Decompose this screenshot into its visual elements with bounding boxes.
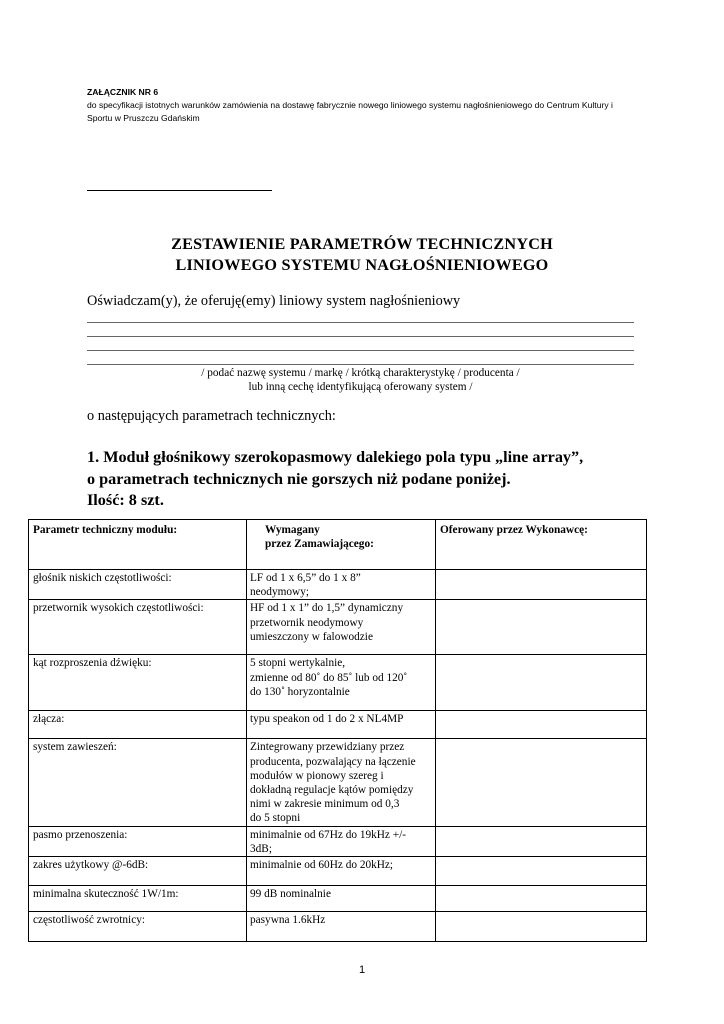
- required-line: 5 stopni wertykalnie,: [250, 657, 346, 670]
- table-row: [29, 826, 647, 856]
- offered-value-cell[interactable]: [436, 600, 647, 655]
- required-line: HF od 1 x 1” do 1,5” dynamiczny: [250, 602, 404, 615]
- offered-value-cell[interactable]: [436, 739, 647, 826]
- param-name: minimalna skuteczność 1W/1m:: [29, 886, 247, 912]
- param-name: głośnik niskich częstotliwości:: [29, 570, 247, 600]
- required-line: dokładną regulacje kątów pomiędzy: [250, 784, 414, 797]
- header-required-line2: przez Zamawiającego:: [265, 538, 374, 551]
- instruction-line2: lub inną cechę identyfikującą oferowany system /: [248, 381, 473, 393]
- required-line: producenta, pozwalający na łączenie: [250, 755, 416, 768]
- required-line: 3dB;: [250, 842, 272, 855]
- fill-in-line: [87, 336, 634, 337]
- required-value: [247, 600, 436, 655]
- table-row: [29, 739, 647, 826]
- header-required-line1: Wymagany: [265, 524, 320, 536]
- fill-in-line: [87, 364, 634, 365]
- param-name: pasmo przenoszenia:: [29, 826, 247, 856]
- required-line: neodymowy;: [250, 586, 309, 599]
- param-name: częstotliwość zwrotnicy:: [29, 912, 247, 942]
- table-row: [29, 655, 647, 711]
- offered-value-cell[interactable]: [436, 655, 647, 711]
- fill-in-line: [87, 322, 634, 323]
- required-line: modułów w pionowy szereg i: [250, 769, 384, 782]
- document-title: [87, 234, 637, 276]
- required-value: [247, 655, 436, 711]
- title-line1: ZESTAWIENIE PARAMETRÓW TECHNICZNYCH: [171, 235, 553, 253]
- attachment-description-line1: do specyfikacji istotnych warunków zamówienia na dostawę fabrycznie nowego liniowego systemu nagłośnieniowego do Centrum Kultury i: [87, 100, 613, 110]
- section-line2: o parametrach technicznych nie gorszych niż podane poniżej.: [87, 469, 511, 488]
- page-number: 1: [358, 964, 366, 976]
- offered-value-cell[interactable]: [436, 912, 647, 942]
- offered-value-cell[interactable]: [436, 886, 647, 912]
- param-name: kąt rozproszenia dźwięku:: [29, 655, 247, 711]
- required-value: [247, 570, 436, 600]
- required-line: umieszczony w falowodzie: [250, 630, 373, 643]
- offered-value-cell[interactable]: [436, 826, 647, 856]
- param-name: przetwornik wysokich częstotliwości:: [29, 600, 247, 655]
- parameters-table: [28, 519, 647, 942]
- section-quantity: Ilość: 8 szt.: [87, 491, 164, 509]
- table-row: [29, 570, 647, 600]
- attachment-header: [87, 86, 657, 125]
- attachment-description-line2: Sportu w Pruszczu Gdańskim: [87, 113, 200, 123]
- params-intro: o następujących parametrach technicznych:: [87, 408, 336, 424]
- fill-in-line: [87, 350, 634, 351]
- required-value: [247, 739, 436, 826]
- fill-in-instructions: [87, 366, 634, 394]
- required-line: do 5 stopni: [250, 812, 301, 825]
- table-row: [29, 886, 647, 912]
- instruction-line1: / podać nazwę systemu / markę / krótką charakterystykę / producenta /: [201, 367, 520, 379]
- table-row: [29, 857, 647, 886]
- offered-value-cell[interactable]: [436, 711, 647, 739]
- required-line: przetwornik neodymowy: [250, 616, 364, 629]
- required-line: nimi w zakresie minimum od 0,3: [250, 798, 400, 811]
- required-line: minimalnie od 67Hz do 19kHz +/-: [250, 828, 407, 841]
- table-row: [29, 912, 647, 942]
- required-line: typu speakon od 1 do 2 x NL4MP: [250, 713, 404, 726]
- required-line: Zintegrowany przewidziany przez: [250, 741, 405, 754]
- title-line2: LINIOWEGO SYSTEMU NAGŁOŚNIENIOWEGO: [175, 256, 549, 274]
- required-value: [247, 826, 436, 856]
- required-value: [247, 857, 436, 886]
- declaration-text: Oświadczam(y), że oferuję(emy) liniowy system nagłośnieniowy: [87, 293, 461, 309]
- section-line1: 1. Moduł głośnikowy szerokopasmowy dalekiego pola typu „line array”,: [87, 448, 584, 466]
- table-row: [29, 600, 647, 655]
- required-line: pasywna 1.6kHz: [250, 914, 326, 927]
- header-required: [247, 520, 436, 570]
- header-offered: Oferowany przez Wykonawcę:: [436, 520, 647, 570]
- offered-value-cell[interactable]: [436, 570, 647, 600]
- param-name: system zawieszeń:: [29, 739, 247, 826]
- required-line: 99 dB nominalnie: [250, 888, 331, 901]
- required-value: [247, 912, 436, 942]
- attachment-number: ZAŁĄCZNIK NR 6: [87, 87, 159, 97]
- required-line: zmienne od 80˚ do 85˚ lub od 120˚: [250, 671, 408, 684]
- required-line: do 130˚ horyzontalnie: [250, 685, 350, 698]
- required-line: LF od 1 x 6,5” do 1 x 8”: [250, 572, 361, 584]
- required-value: [247, 886, 436, 912]
- param-name: złącza:: [29, 711, 247, 739]
- table-row: [29, 711, 647, 739]
- table-header-row: [29, 520, 647, 570]
- required-value: [247, 711, 436, 739]
- header-param: Parametr techniczny modułu:: [29, 520, 247, 570]
- required-line: minimalnie od 60Hz do 20kHz;: [250, 859, 394, 872]
- signature-line: [87, 190, 272, 191]
- param-name: zakres użytkowy @-6dB:: [29, 857, 247, 886]
- offered-value-cell[interactable]: [436, 857, 647, 886]
- section-heading: [87, 447, 583, 512]
